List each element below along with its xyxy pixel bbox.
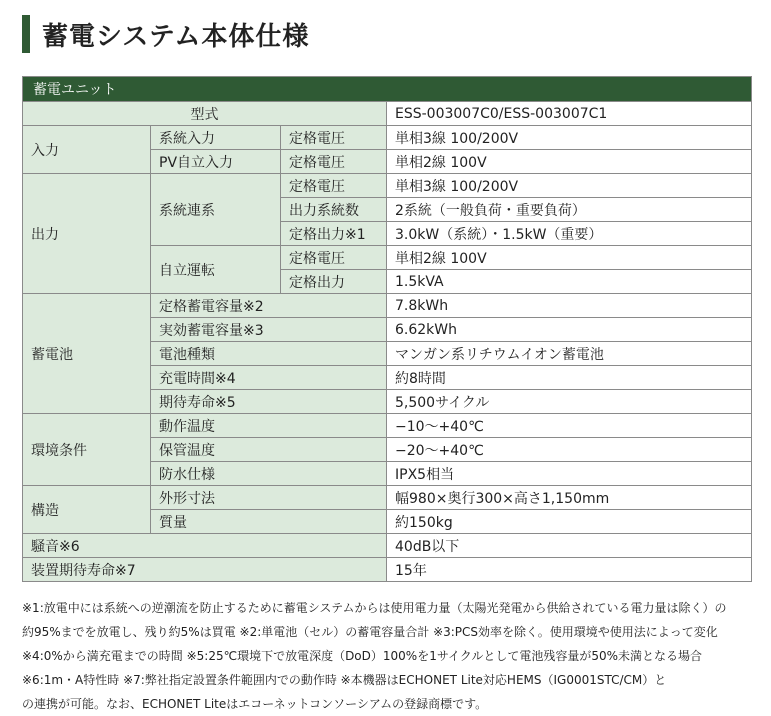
- table-row: [23, 414, 752, 438]
- footnotes: [22, 596, 757, 716]
- spec-table: [22, 76, 752, 582]
- grid-power-value: 3.0kW（系統）・1.5kW（重要）: [387, 222, 752, 246]
- standalone-label: 自立運転: [151, 246, 281, 294]
- battery-type-label: 電池種類: [151, 342, 387, 366]
- unit-header: 蓄電ユニット: [23, 77, 752, 102]
- device-life-label: 装置期待寿命※7: [23, 558, 387, 582]
- table-header-row: [23, 77, 752, 102]
- battery-life-value: 5,500サイクル: [387, 390, 752, 414]
- grid-voltage-value: 単相3線 100/200V: [387, 174, 752, 198]
- footnote-line: ※1:放電中には系統への逆潮流を防止するために蓄電システムからは使用電力量（太陽光発電から供給されている電力量は除く）の: [22, 601, 727, 615]
- grid-circuits-sub: 出力系統数: [281, 198, 387, 222]
- weight-label: 質量: [151, 510, 387, 534]
- input-group-label: 入力: [23, 126, 151, 174]
- pv-input-label: PV自立入力: [151, 150, 281, 174]
- storage-temp-label: 保管温度: [151, 438, 387, 462]
- standalone-voltage-sub: 定格電圧: [281, 246, 387, 270]
- grid-voltage-sub: 定格電圧: [281, 174, 387, 198]
- effective-capacity-label: 実効蓄電容量※3: [151, 318, 387, 342]
- grid-input-sub: 定格電圧: [281, 126, 387, 150]
- device-life-value: 15年: [387, 558, 752, 582]
- effective-capacity-value: 6.62kWh: [387, 318, 752, 342]
- footnote-line: の連携が可能。なお、ECHONET Liteはエコーネットコンソーシアムの登録商標です。: [22, 697, 488, 711]
- waterproof-value: IPX5相当: [387, 462, 752, 486]
- footnote-line: 約95%までを放電し、残り約5%は買電 ※2:単電池（セル）の蓄電容量合計 ※3:PCS効率を除く。使用環境や使用法によって変化: [22, 625, 718, 639]
- table-row: [23, 102, 752, 126]
- operating-temp-label: 動作温度: [151, 414, 387, 438]
- grid-input-label: 系統入力: [151, 126, 281, 150]
- rated-capacity-value: 7.8kWh: [387, 294, 752, 318]
- footnote-line: ※6:1m・A特性時 ※7:弊社指定設置条件範囲内での動作時 ※本機器はECHONET Lite対応HEMS（IG0001STC/CM）と: [22, 673, 667, 687]
- page-heading: [22, 12, 309, 56]
- noise-value: 40dB以下: [387, 534, 752, 558]
- dimensions-label: 外形寸法: [151, 486, 387, 510]
- rated-capacity-label: 定格蓄電容量※2: [151, 294, 387, 318]
- table-row: [23, 294, 752, 318]
- table-row: [23, 534, 752, 558]
- battery-life-label: 期待寿命※5: [151, 390, 387, 414]
- pv-input-value: 単相2線 100V: [387, 150, 752, 174]
- output-group-label: 出力: [23, 174, 151, 294]
- battery-group-label: 蓄電池: [23, 294, 151, 414]
- table-row: [23, 174, 752, 198]
- model-label: 型式: [23, 102, 387, 126]
- weight-value: 約150kg: [387, 510, 752, 534]
- standalone-voltage-value: 単相2線 100V: [387, 246, 752, 270]
- table-row: [23, 126, 752, 150]
- table-row: [23, 558, 752, 582]
- standalone-power-sub: 定格出力: [281, 270, 387, 294]
- storage-temp-value: −20〜+40℃: [387, 438, 752, 462]
- charge-time-value: 約8時間: [387, 366, 752, 390]
- grid-connection-label: 系統連系: [151, 174, 281, 246]
- structure-group-label: 構造: [23, 486, 151, 534]
- noise-label: 騒音※6: [23, 534, 387, 558]
- grid-circuits-value: 2系統（一般負荷・重要負荷）: [387, 198, 752, 222]
- environment-group-label: 環境条件: [23, 414, 151, 486]
- grid-input-value: 単相3線 100/200V: [387, 126, 752, 150]
- battery-type-value: マンガン系リチウムイオン蓄電池: [387, 342, 752, 366]
- waterproof-label: 防水仕様: [151, 462, 387, 486]
- footnote-line: ※4:0%から満充電までの時間 ※5:25℃環境下で放電深度（DoD）100%を1サイクルとして電池残容量が50%未満となる場合: [22, 649, 703, 663]
- page-title: 蓄電システム本体仕様: [42, 21, 310, 52]
- table-row: [23, 486, 752, 510]
- operating-temp-value: −10〜+40℃: [387, 414, 752, 438]
- heading-accent-bar: [22, 15, 30, 53]
- pv-input-sub: 定格電圧: [281, 150, 387, 174]
- dimensions-value: 幅980×奥行300×高さ1,150mm: [387, 486, 752, 510]
- standalone-power-value: 1.5kVA: [387, 270, 752, 294]
- model-value: ESS-003007C0/ESS-003007C1: [387, 102, 752, 126]
- grid-power-sub: 定格出力※1: [281, 222, 387, 246]
- charge-time-label: 充電時間※4: [151, 366, 387, 390]
